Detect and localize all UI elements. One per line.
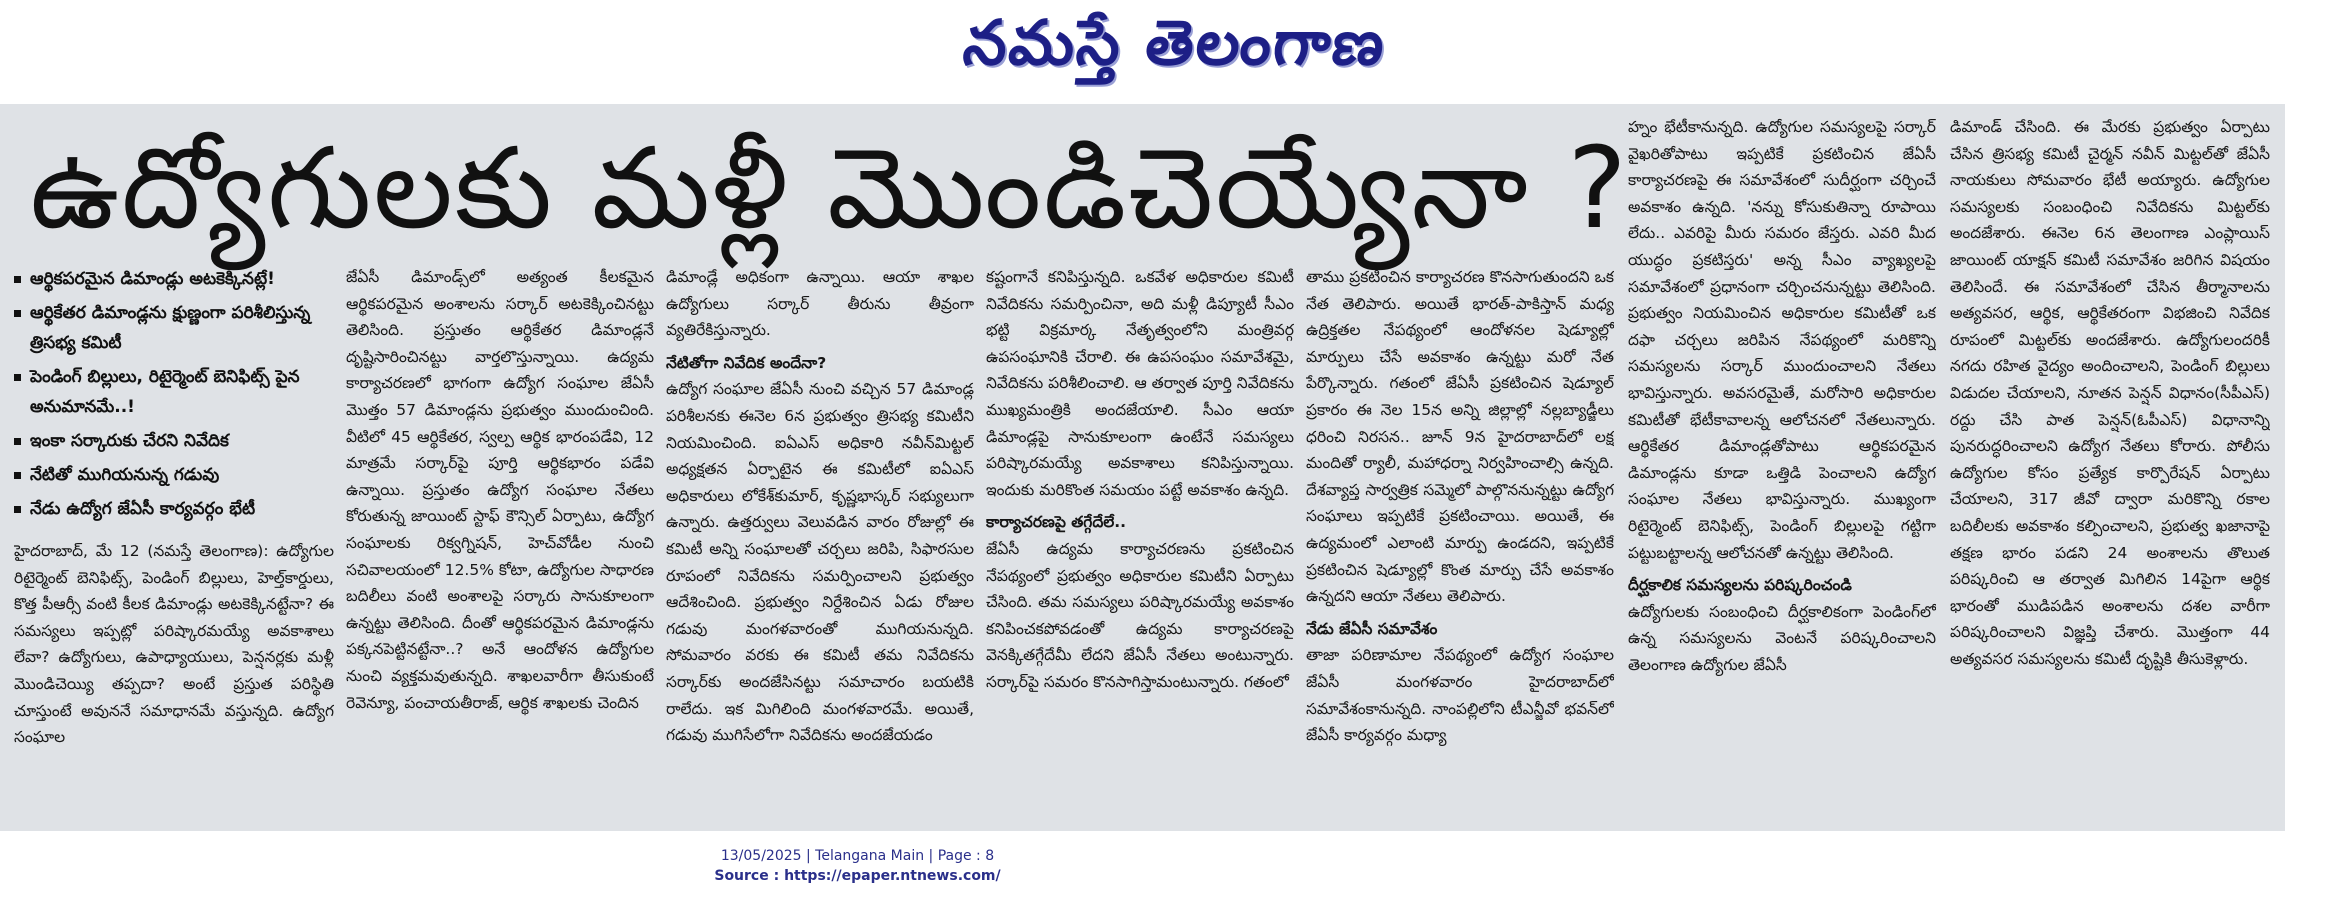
highlights-list [14,264,334,528]
subheading: కార్యాచరణపై తగ్గేదేలే.. [986,513,1127,532]
page-footer [0,846,1715,886]
paragraph: డిమాండ్లే అధికంగా ఉన్నాయి. ఆయా శాఖల ఉద్యోగులు సర్కార్ తీరును తీవ్రంగా వ్యతిరేకిస్తున్నారు. [666,268,974,340]
paragraph: హ్నం భేటీకానున్నది. ఉద్యోగుల సమస్యలపై సర్కార్ వైఖరితోపాటు ఇప్పటికే ప్రకటించిన జేఏసీ కార్యాచరణపై ఈ సమావేశంలో సుదీర్ఘంగా చర్చించే అవకాశం ఉన్నది. 'నన్ను కోసుకుతిన్నా రూపాయి లేదు.. ఎవరిపై మీరు సమరం జేస్తరు. ఎవరి మీద యుద్ధం ప్రకటిస్తరు' అన్న సీఎం వ్యాఖ్యలపై సమావేశంలో ప్రధానంగా చర్చించనున్నట్టు తెలిసింది. ప్రభుత్వం నియమించిన అధికారుల కమిటీతో ఒక దఫా చర్చలు జరిపిన నేపథ్యంలో మరికొన్ని సమస్యలను సర్కార్ ముందుంచాలని నేతలు భావిస్తున్నారు. అవసరమైతే, మరోసారి అధికారుల కమిటీతో భేటీకావాలన్న ఆలోచనలో నేతలున్నారు. ఆర్థికేతర డిమాండ్లతోపాటు ఆర్థికపరమైన డిమాండ్లను కూడా ఒత్తిడి పెంచాలని ఉద్యోగ సంఘాల నేతలు భావిస్తున్నారు. ముఖ్యంగా రిటైర్మెంట్ బెనిఫిట్స్, పెండింగ్ బిల్లులపై గట్టిగా పట్టుబట్టాలన్న ఆలోచనతో ఉన్నట్టు తెలిసింది. [1628,118,1936,562]
paragraph: కష్టంగానే కనిపిస్తున్నది. ఒకవేళ అధికారుల కమిటీ నివేదికను సమర్పించినా, అది మళ్లీ డిప్యూటీ సీఎం భట్టి విక్రమార్క నేతృత్వంలోని మంత్రివర్గ ఉపసంఘానికి చేరాలి. ఈ ఉపసంఘం సమావేశమై, నివేదికను పరిశీలించాలి. ఆ తర్వాత పూర్తి నివేదికను ముఖ్యమంత్రికి అందజేయాలి. సీఎం ఆయా డిమాండ్లపై సానుకూలంగా ఉంటేనే సమస్యలు పరిష్కారమయ్యే అవకాశాలు కనిపిస్తున్నాయి. ఇందుకు మరికొంత సమయం పట్టే అవకాశం ఉన్నది. [986,268,1294,499]
subheading: నేడు జేఏసీ సమావేశం [1306,619,1438,638]
article-column-1 [14,538,334,828]
paragraph: హైదరాబాద్, మే 12 (నమస్తే తెలంగాణ): ఉద్యోగుల రిటైర్మెంట్ బెనిఫిట్స్, పెండింగ్ బిల్లులు, హెల్త్‌కార్డులు, కొత్త పీఆర్సీ వంటి కీలక డిమాండ్లు అటకెక్కినట్టేనా? ఈ సమస్యలు ఇప్పట్లో పరిష్కారమయ్యే అవకాశాలు లేవా? ఉద్యోగులు, ఉపాధ్యాయులు, పెన్షనర్లకు మళ్లీ మొండిచెయ్యి తప్పదా? అంటే ప్రస్తుత పరిస్థితి చూస్తుంటే అవుననే సమాధానమే వస్తున్నది. ఉద్యోగ సంఘాల [14,542,334,747]
article-column-4 [986,264,1294,828]
paragraph: ఉద్యోగ సంఘాల జేఏసీ నుంచి వచ్చిన 57 డిమాండ్ల పరిశీలనకు ఈనెల 6న ప్రభుత్వం త్రిసభ్య కమిటీని నియమించింది. ఐఏఎస్ అధికారి నవీన్‌మిట్టల్ అధ్యక్షతన ఏర్పాటైన ఈ కమిటీలో ఐఏఎస్ అధికారులు లోకేశ్‌కుమార్, కృష్ణభాస్కర్ సభ్యులుగా ఉన్నారు. ఉత్తర్వులు వెలువడిన వారం రోజుల్లో ఈ కమిటీ అన్ని సంఘాలతో చర్చలు జరిపి, సిఫారసుల రూపంలో నివేదికను సమర్పించాలని ప్రభుత్వం ఆదేశించింది. ప్రభుత్వం నిర్దేశించిన ఏడు రోజుల గడువు మంగళవారంతో ముగియనున్నది. సోమవారం వరకు ఈ కమిటీ తమ నివేదికను సర్కార్‌కు అందజేసినట్టు సమాచారం బయటికి రాలేదు. ఇక మిగిలింది మంగళవారమే. అయితే, గడువు ముగిసేలోగా నివేదికను అందజేయడం [666,380,974,745]
paragraph: తాము ప్రకటించిన కార్యాచరణ కొనసాగుతుందని ఒక నేత తెలిపారు. అయితే భారత్-పాకిస్తాన్ మధ్య ఉద్రిక్తతల నేపథ్యంలో ఆందోళనల షెడ్యూల్లో మార్పులు చేసే అవకాశం ఉన్నట్టు మరో నేత పేర్కొన్నారు. గతంలో జేఏసీ ప్రకటించిన షెడ్యూల్ ప్రకారం ఈ నెల 15న అన్ని జిల్లాల్లో నల్లబ్యాడ్జీలు ధరించి నిరసన.. జూన్ 9న హైదరాబాద్‌లో లక్ష మందితో ర్యాలీ, మహాధర్నా నిర్వహించాల్సి ఉన్నది. దేశవ్యాప్త సార్వత్రిక సమ్మెలో పాల్గొననున్నట్టు ఉద్యోగ సంఘాలు ఇప్పటికే ప్రకటించాయి. అయితే, ఈ ఉద్యమంలో ఎలాంటి మార్పు ఉండదని, ఇప్పటికే ప్రకటించిన షెడ్యూల్లో కొంత మార్పు చేసే అవకాశం ఉన్నదని ఆయా నేతలు తెలిపారు. [1306,268,1614,606]
article-column-6 [1628,114,1936,828]
newspaper-logo: నమస్తే తెలంగాణ [960,6,1391,79]
article-column-2 [346,264,654,828]
headline: ఉద్యోగులకు మళ్లీ మొండిచెయ్యేనా ? [30,124,1629,254]
paragraph: తాజా పరిణామాల నేపథ్యంలో ఉద్యోగ సంఘాల జేఏసీ మంగళవారం హైదరాబాద్‌లో సమావేశంకానున్నది. నాంపల్లిలోని టీఎన్జీవో భవన్‌లో జేఏసీ కార్యవర్గం మధ్యా [1306,646,1614,745]
highlight-item: ఇంకా సర్కారుకు చేరని నివేదిక [14,426,334,456]
highlight-item: నేటితో ముగియనున్న గడువు [14,460,334,490]
article-column-3 [666,264,974,828]
paragraph: జేఏసీ ఉద్యమ కార్యాచరణను ప్రకటించిన నేపథ్యంలో ప్రభుత్వం అధికారుల కమిటీని ఏర్పాటు చేసింది. తమ సమస్యలు పరిష్కారమయ్యే అవకాశం కనిపించకపోవడంతో ఉద్యమ కార్యాచరణపై వెనక్కితగ్గేదేమీ లేదని జేఏసీ నేతలు అంటున్నారు. సర్కార్‌పై సమరం కొనసాగిస్తామంటున్నారు. గతంలో [986,539,1294,691]
highlight-item: ఆర్థికపరమైన డిమాండ్లు అటకెక్కినట్లే! [14,264,334,294]
paragraph: ఉద్యోగులకు సంబంధించి దీర్ఘకాలికంగా పెండింగ్‌లో ఉన్న సమస్యలను వెంటనే పరిష్కరించాలని తెలంగాణ ఉద్యోగుల జేఏసీ [1628,602,1936,674]
subheading: దీర్ఘకాలిక సమస్యలను పరిష్కరించండి [1628,576,1852,595]
edition-info: 13/05/2025 | Telangana Main | Page : 8 [720,848,995,864]
highlight-item: ఆర్థికేతర డిమాండ్లను క్షుణ్ణంగా పరిశీలిస్తున్న త్రిసభ్య కమిటీ [14,298,334,358]
paragraph: జేఏసీ డిమాండ్స్‌లో అత్యంత కీలకమైన ఆర్థికపరమైన అంశాలను సర్కార్ అటకెక్కించినట్టు తెలిసింది. ప్రస్తుతం ఆర్థికేతర డిమాండ్లనే దృష్టిసారించినట్టు వార్తలొస్తున్నాయి. ఉద్యమ కార్యాచరణలో భాగంగా ఉద్యోగ సంఘాల జేఏసీ మొత్తం 57 డిమాండ్లను ప్రభుత్వం ముందుంచింది. వీటిలో 45 ఆర్థికేతర, స్వల్ప ఆర్థిక భారంపడేవి, 12 మాత్రమే సర్కార్‌పై పూర్తి ఆర్థికభారం పడేవి ఉన్నాయి. ప్రస్తుతం ఉద్యోగ సంఘాల నేతలు కోరుతున్న జాయింట్ స్టాఫ్ కౌన్సిల్ ఏర్పాటు, ఉద్యోగ సంఘాలకు రిక్వగ్నిషన్, హెచ్‌వోడీల నుంచి సచివాలయంలో 12.5% కోటా, ఉద్యోగుల సాధారణ బదిలీలు వంటి అంశాలపై సర్కారు సానుకూలంగా ఉన్నట్టు తెలిసింది. దీంతో ఆర్థికపరమైన డిమాండ్లను పక్కనపెట్టినట్టేనా..? అనే ఆందోళన ఉద్యోగుల నుంచి వ్యక్తమవుతున్నది. శాఖలవారీగా తీసుకుంటే రెవెన్యూ, పంచాయతీరాజ్, ఆర్థిక శాఖలకు చెందిన [346,268,654,712]
subheading: నేటితోగా నివేదిక అందేనా? [666,353,827,372]
article-column-7 [1950,114,2270,828]
paragraph: డిమాండ్ చేసింది. ఈ మేరకు ప్రభుత్వం ఏర్పాటు చేసిన త్రిసభ్య కమిటీ చైర్మన్ నవీన్ మిట్టల్‌తో జేఏసీ నాయకులు సోమవారం భేటీ అయ్యారు. ఉద్యోగుల సమస్యలకు సంబంధించి నివేదికను మిట్టల్‌కు అందజేశారు. ఈనెల 6న తెలంగాణ ఎంప్లాయిస్ జాయింట్ యాక్షన్ కమిటీ సమావేశం జరిగిన విషయం తెలిసిందే. ఈ సమావేశంలో చేసిన తీర్మానాలను అత్యవసర, ఆర్థిక, ఆర్థికేతరంగా విభజించి నివేదిక రూపంలో మిట్టల్‌కు అందజేశారు. ఉద్యోగులందరికీ నగదు రహిత వైద్యం అందించాలని, పెండింగ్ బిల్లులు విడుదల చేయాలని, నూతన పెన్షన్ విధానం(సీపీఎస్) రద్దు చేసి పాత పెన్షన్(ఓపీఎస్) విధానాన్ని పునరుద్ధరించాలని ఉద్యోగ నేతలు కోరారు. పోలీసు ఉద్యోగుల కోసం ప్రత్యేక కార్పొరేషన్ ఏర్పాటు చేయాలని, 317 జీవో ద్వారా మరికొన్ని రకాల బదిలీలకు అవకాశం కల్పించాలని, ప్రభుత్వ ఖజానాపై తక్షణ భారం పడని 24 అంశాలను తొలుత పరిష్కరించి ఆ తర్వాత మిగిలిన 14పైగా ఆర్థిక భారంతో ముడిపడిన అంశాలను దశల వారీగా పరిష్కరించాలని విజ్ఞప్తి చేశారు. మొత్తంగా 44 అత్యవసర సమస్యలను కమిటీ దృష్టికి తీసుకెళ్లారు. [1950,118,2270,668]
highlight-item: పెండింగ్ బిల్లులు, రిటైర్మెంట్ బెనిఫిట్స్ పైన అనుమానమే..! [14,362,334,422]
article-column-5 [1306,264,1614,828]
news-clipping [0,104,2285,831]
masthead [0,0,2349,100]
highlight-item: నేడు ఉద్యోగ జేఏసీ కార్యవర్గం భేటీ [14,494,334,524]
source-link[interactable]: Source : https://epaper.ntnews.com/ [714,868,1001,884]
